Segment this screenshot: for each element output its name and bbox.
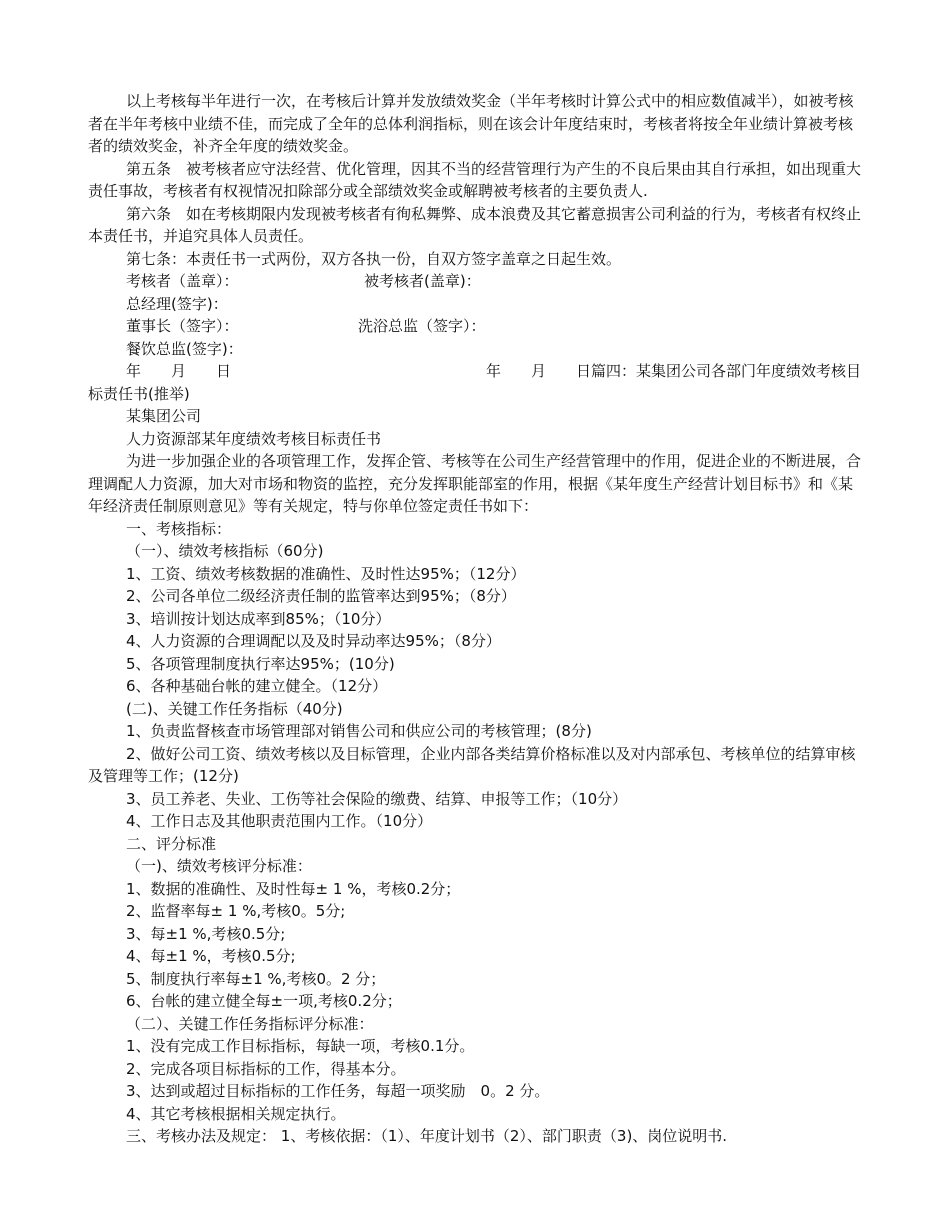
subsection-heading: （一）、绩效考核指标（60分) [126,542,324,560]
list-item: 3、达到或超过目标指标的工作任务，每超一项奖励 0。2 分。 [126,1082,550,1100]
signature-row-4 [88,338,862,361]
list-item: 2、完成各项目标指标的工作，得基本分。 [126,1059,406,1078]
list-item: 6、各种基础台帐的建立健全。（12分） [126,677,388,695]
list-item: 2、监督率每± 1 %,考核0。5分; [126,902,346,920]
list-item: 4、工作日志及其他职责范围内工作。（10分） [126,812,433,830]
assessor-signature-label: 考核者（盖章）： [126,272,239,290]
list-item: 1、负责监督核查市场管理部对销售公司和供应公司的考核管理；(8分) [126,722,592,740]
list-item: 5、各项管理制度执行率达95%；(10分) [126,654,395,673]
section-heading: 二、评分标准 [126,834,217,853]
list-item: 4、人力资源的合理调配以及及时异动率达95%；（8分） [126,632,501,650]
list-item: 3、培训按计划达成率到85%；（10分） [126,609,391,628]
list-item: 1、没有完成工作目标指标，每缺一项，考核0.1分。 [126,1037,475,1055]
company-name: 某集团公司 [126,407,202,425]
signature-row-2 [88,293,862,316]
list-item: 1、数据的准确性、及时性每± 1 %，考核0.2分； [126,879,461,898]
subsection-heading: （一)、绩效考核评分标准： [126,857,312,875]
list-item: 5、制度执行率每±1 %,考核0。2 分； [126,969,386,988]
list-item: 2、公司各单位二级经济责任制的监管率达到95%；（8分） [126,587,516,605]
paragraph-bonus-calc: 以上考核每半年进行一次，在考核后计算并发放绩效奖金（半年考核时计算公式中的相应数值减半），如被考核者在半年考核中业绩不佳，而完成了全年的总体利润指标，则在该会计年度结束时，考核者将按全年业绩计算被考核者的绩效奖金，补齐全年度的绩效奖金。 [88,92,854,155]
gm-signature-label: 总经理(签字)： [126,294,228,313]
subsection-heading: （二）、关键工作任务指标评分标准： [126,1014,374,1033]
assessee-signature-label: 被考核者(盖章)： [364,272,481,290]
paragraph-article-5: 第五条 被考核者应守法经营、优化管理，因其不当的经营管理行为产生的不良后果由其自行承担，如出现重大责任事故，考核者有权视情况扣除部分或全部绩效奖金或解聘被考核者的主要负责人. [88,159,862,200]
signature-row-1 [88,270,862,293]
intro-paragraph: 为进一步加强企业的各项管理工作，发挥企管、考核等在公司生产经营管理中的作用，促进企业的不断进展，合理调配人力资源，加大对市场和物资的监控，充分发挥职能部室的作用，根据《某年度生产经营计划目标书》和《某年经济责任制原则意见》等有关规定，特与你单位签定责任书如下： [88,452,862,515]
list-item: 2、做好公司工资、绩效考核以及目标管理，企业内部各类结算价格标准以及对内部承包、考核单位的结算审核及管理等工作；(12分) [88,744,856,785]
subsection-heading: (二)、关键工作任务指标（40分) [126,699,343,718]
paragraph-article-6: 第六条 如在考核期限内发现被考核者有徇私舞弊、成本浪费及其它蓄意损害公司利益的行为，考核者有权终止本责任书，并追究具体人员责任。 [88,204,862,245]
catering-director-signature-label: 餐饮总监(签字)： [126,339,243,358]
list-item: 6、台帐的建立健全每±一项,考核0.2分； [126,992,402,1010]
paragraph-article-7: 第七条：本责任书一式两份，双方各执一份，自双方签字盖章之日起生效。 [126,249,622,268]
bath-director-signature-label: 洗浴总监（签字）： [358,317,486,335]
date-line: 年 月 日 年 月 日篇四：某集团公司各部门年度绩效考核目标责任书(推举) [88,362,862,403]
section-heading: 一、考核指标： [126,519,232,538]
list-item: 3、每±1 %,考核0.5分; [126,924,286,943]
chairman-signature-label: 董事长（签字）： [126,317,239,335]
list-item: 4、其它考核根据相关规定执行。 [126,1104,346,1123]
list-item: 4、每±1 %，考核0.5分; [126,947,296,965]
list-item: 1、工资、绩效考核数据的准确性、及时性达95%；（12分） [126,564,526,583]
list-item: 3、员工养老、失业、工伤等社会保险的缴费、结算、申报等工作；（10分） [126,789,628,808]
signature-row-3 [88,315,862,338]
section-heading: 三、考核办法及规定： 1、考核依据：（1）、年度计划书（2）、部门职责（3)、岗位说明书. [126,1127,728,1145]
document-title: 人力资源部某年度绩效考核目标责任书 [126,429,382,448]
